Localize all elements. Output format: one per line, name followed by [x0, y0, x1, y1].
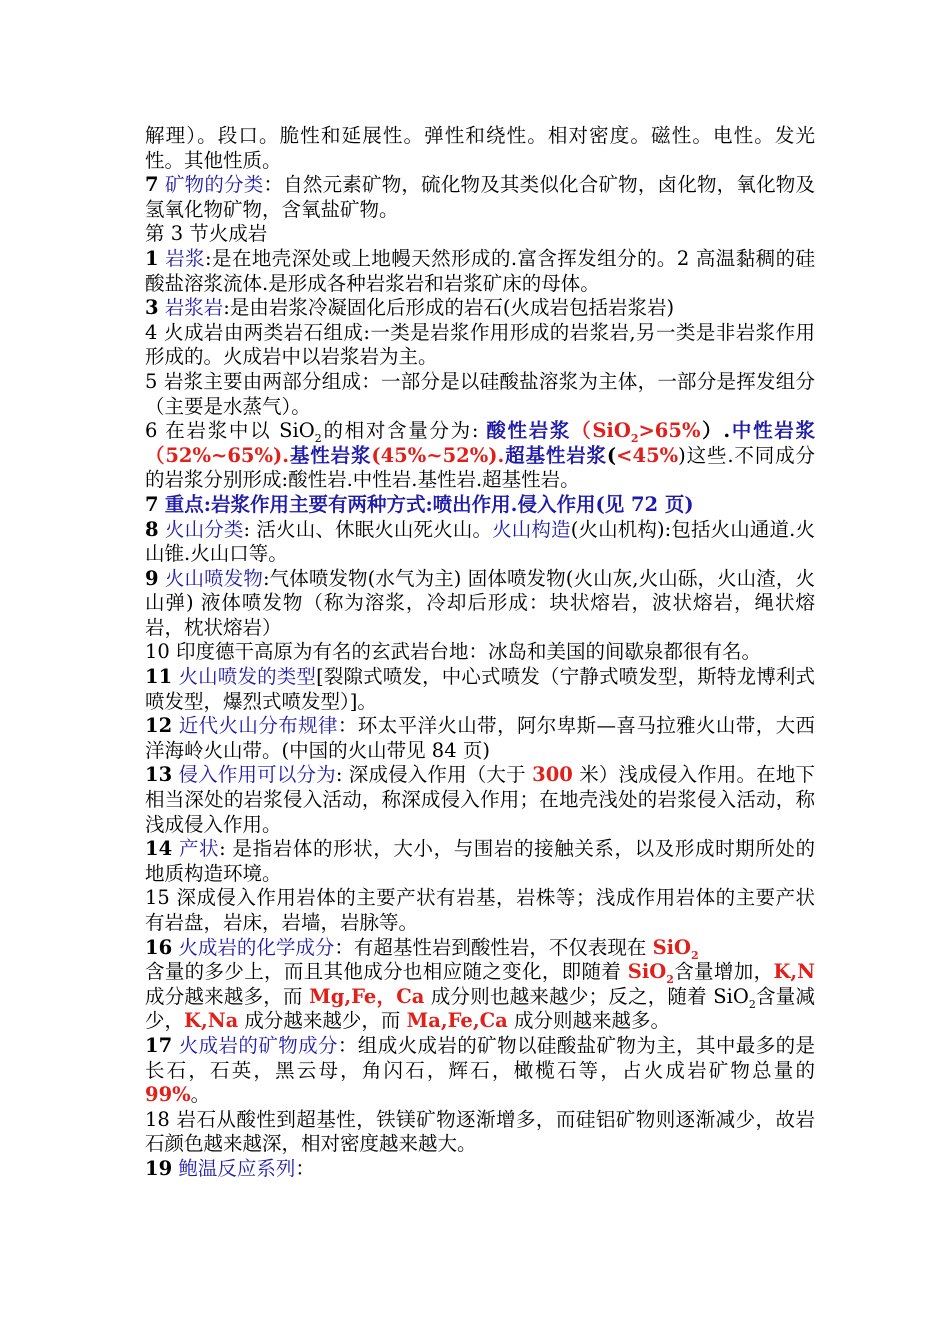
- text: 成分越来越多，而: [145, 984, 310, 1008]
- paragraph-intrusion-occurrence: [145, 886, 815, 935]
- term-acid-magma: 酸性岩浆: [486, 419, 572, 443]
- text: （: [571, 419, 593, 443]
- paragraph-deccan: [145, 640, 815, 665]
- text: [裂隙式喷发，中心式喷发（宁静式喷发型，斯特龙博利式喷发型，爆烈式喷发型）]。: [145, 665, 815, 713]
- text: : 活火山、休眠火山死火山。: [243, 517, 493, 541]
- value: K,Na: [184, 1009, 239, 1033]
- term: 矿物的分类: [164, 173, 264, 197]
- paragraph-volcano-distribution: [145, 714, 815, 763]
- item-number: 13: [145, 763, 173, 787]
- text: )这些.不同成分的岩浆分别形成:酸性岩.中性岩.基性岩.超基性岩。: [145, 443, 815, 492]
- value: 99%: [145, 1083, 191, 1107]
- term: 重点:岩浆作用主要有两种方式:喷出作用.侵入作用(见 72 页): [164, 492, 694, 516]
- term: 岩浆岩: [164, 296, 224, 320]
- paragraph-mineral-composition: [145, 1034, 815, 1108]
- subscript: 2: [691, 948, 699, 962]
- text: 成分则越来越多。: [507, 1009, 670, 1033]
- item-number: 17: [145, 1033, 173, 1057]
- paragraph-chemical-composition: [145, 936, 815, 1034]
- item-number: 19: [145, 1156, 173, 1180]
- value: (45%~52%).: [371, 443, 505, 467]
- term: 火山分类: [164, 517, 244, 541]
- paragraph-magma-parts: [145, 370, 815, 419]
- term-intermediate-magma: 中性岩浆: [730, 419, 815, 443]
- subscript: 2: [314, 432, 322, 446]
- text: 10 印度德干高原为有名的玄武岩台地：冰岛和美国的间歇泉都很有名。: [145, 640, 762, 664]
- text: :是在地壳深处或上地幔天然形成的.富含挥发组分的。2 高温黏稠的硅酸盐溶浆流体.是形成各种岩浆岩和岩浆矿床的母体。: [145, 246, 815, 295]
- value: Ma,Fe,Ca: [406, 1009, 508, 1033]
- text: ：环太平洋火山带，阿尔卑斯—喜马拉雅火山带，大西洋海岭火山带。(中国的火山带见 84 页): [145, 714, 815, 762]
- text: 4 火成岩由两类岩石组成:一类是岩浆作用形成的岩浆岩,另一类是非岩浆作用形成的。火成岩中以岩浆岩为主。: [145, 320, 815, 369]
- paragraph-intrusion: [145, 763, 815, 837]
- text: ：组成火成岩的矿物以硅酸盐矿物为主，其中最多的是长石，石英，黑云母，角闪石，辉石，橄榄石等，占火成岩矿物总量的: [145, 1033, 815, 1082]
- text: 15 深成侵入作用岩体的主要产状有岩基，岩株等；浅成作用岩体的主要产状有岩盘，岩床，岩墙，岩脉等。: [145, 886, 815, 934]
- subscript: 2: [666, 973, 674, 987]
- text: :气体喷发物(水气为主) 固体喷发物(火山灰,火山砾，火山渣，火山弹) 液体喷发物（称为溶浆，冷却后形成：块状熔岩，波状熔岩，绳状熔岩，枕状熔岩）: [145, 566, 815, 639]
- text: 含量增加，: [673, 960, 774, 984]
- term: 产状: [178, 837, 220, 861]
- term: 火成岩的化学成分: [178, 935, 335, 959]
- text: 米）浅成侵入作用。在地下相当深处的岩浆侵入活动，称深成侵入作用；在地壳浅处的岩浆侵入活动，称浅成侵入作用。: [145, 763, 816, 836]
- term-basic-magma: 基性岩浆: [289, 443, 372, 467]
- paragraph-mineral-properties: [145, 124, 815, 173]
- value: 300: [532, 763, 573, 787]
- paragraph-volcanic-products: [145, 567, 815, 641]
- item-number: 16: [145, 935, 173, 959]
- text: : 是指岩体的形状，大小，与围岩的接触关系，以及形成时期所处的地质构造环境。: [145, 837, 815, 885]
- paragraph-occurrence: [145, 837, 815, 886]
- item-number: 7: [145, 492, 159, 516]
- item-number: 8: [145, 517, 159, 541]
- item-number: 11: [145, 665, 173, 689]
- text: : 深成侵入作用（大于: [335, 763, 533, 787]
- term: 火山构造: [492, 517, 571, 541]
- term: 鲍温反应系列: [178, 1156, 296, 1180]
- value: SiO: [652, 935, 692, 959]
- paragraph-volcano-classification: [145, 518, 815, 567]
- paragraph-magma-types: [145, 419, 815, 493]
- text: :是由岩浆冷凝固化后形成的岩石(火成岩包括岩浆岩): [223, 296, 675, 320]
- text: 成分则也越来越少；反之，随着 SiO: [424, 984, 749, 1008]
- value: Mg,Fe，Ca: [309, 984, 425, 1008]
- text: ：自然元素矿物，硫化物及其类似化合矿物，卤化物，氧化物及氢氧化物矿物，含氧盐矿物。: [145, 173, 815, 221]
- text: 的相对含量分为:: [321, 419, 487, 443]
- subscript: 2: [630, 432, 639, 446]
- paragraph-magmatic-rock: [145, 296, 815, 321]
- paragraph-magma: [145, 247, 815, 296]
- text: (: [606, 443, 617, 467]
- term: 岩浆: [165, 246, 206, 270]
- paragraph-key-point: [145, 493, 815, 518]
- term: 火山喷发的类型: [178, 665, 317, 689]
- paragraph-mineral-classification: [145, 173, 815, 222]
- item-number: 3: [145, 296, 159, 320]
- text: 。: [190, 1083, 211, 1107]
- paragraph-eruption-types: [145, 665, 815, 714]
- text: ：: [295, 1156, 315, 1180]
- subscript: 2: [748, 997, 756, 1011]
- text: ：有超基性岩到酸性岩，不仅表现在: [334, 935, 653, 959]
- term: 火山喷发物: [164, 566, 263, 590]
- text: 含量的多少上，而且其他成分也相应随之变化，即随着: [145, 960, 628, 984]
- term-ultrabasic-magma: 超基性岩浆: [504, 443, 607, 467]
- term: 火成岩的矿物成分: [178, 1033, 338, 1057]
- value: K,N: [773, 960, 815, 984]
- text: 解理）。段口。脆性和延展性。弹性和绕性。相对密度。磁性。电性。发光性。其他性质。: [145, 124, 815, 172]
- item-number: 1: [145, 246, 159, 270]
- item-number: 12: [145, 714, 173, 738]
- section-heading: [145, 222, 815, 247]
- item-number: 14: [145, 837, 173, 861]
- heading-text: 第 3 节火成岩: [145, 222, 268, 246]
- text: 6 在岩浆中以 SiO: [145, 419, 315, 443]
- text: ）.: [700, 419, 731, 443]
- value: <45%: [616, 443, 679, 467]
- text: (火山机构):包括火山通道.火山锥.火山口等。: [145, 517, 815, 566]
- text: 成分越来越少，而: [238, 1009, 407, 1033]
- item-number: 7: [145, 173, 159, 197]
- document-page: [145, 124, 815, 1182]
- paragraph-igneous-composition: [145, 321, 815, 370]
- paragraph-rock-color: [145, 1108, 815, 1157]
- text: 含量减少，: [145, 984, 815, 1033]
- term: 侵入作用可以分为: [178, 763, 336, 787]
- value: （52%~65%).: [145, 443, 290, 467]
- item-number: 9: [145, 566, 159, 590]
- paragraph-bowen-series: [145, 1157, 815, 1182]
- value: SiO: [592, 419, 631, 443]
- term: 近代火山分布规律: [178, 714, 338, 738]
- value: SiO: [627, 960, 667, 984]
- text: 5 岩浆主要由两部分组成：一部分是以硅酸盐溶浆为主体，一部分是挥发组分（主要是水蒸气）。: [145, 369, 815, 418]
- value: >65%: [638, 419, 701, 443]
- text: 18 岩石从酸性到超基性，铁镁矿物逐渐增多，而硅铝矿物则逐渐减少，故岩石颜色越来越深，相对密度越来越大。: [145, 1107, 815, 1156]
